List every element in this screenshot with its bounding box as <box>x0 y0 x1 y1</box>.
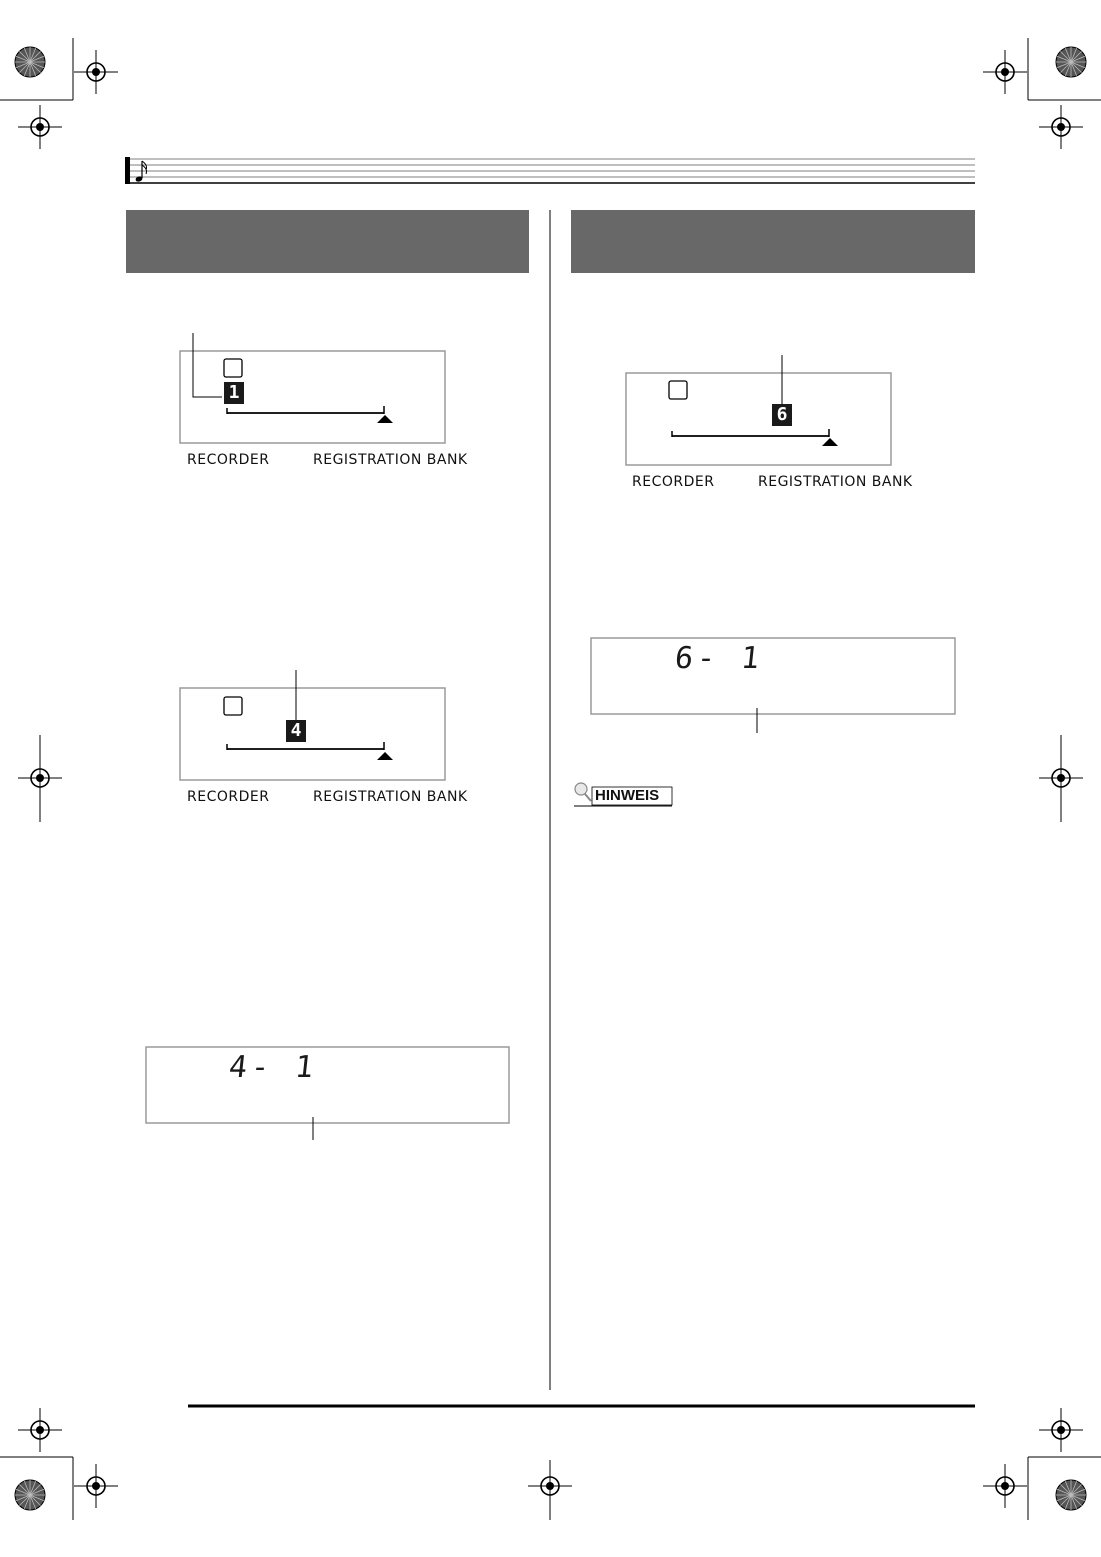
bank-number-indicator: 1 <box>224 382 244 404</box>
registration-bank-label: REGISTRATION BANK <box>313 789 468 805</box>
triangle-indicator-icon <box>377 415 393 423</box>
bank-number-indicator: 4 <box>286 720 306 742</box>
color-target-icon <box>1056 1480 1086 1510</box>
section-header-right <box>571 210 975 273</box>
section-header-left <box>126 210 529 273</box>
registration-mark-icon <box>18 1408 62 1452</box>
header-staff <box>125 157 975 184</box>
registration-mark-icon <box>18 105 62 149</box>
color-target-icon <box>1056 47 1086 77</box>
lcd-figure-left-1 <box>180 333 445 443</box>
registration-mark-icon <box>74 1464 118 1508</box>
registration-mark-icon <box>983 50 1027 94</box>
registration-mark-icon <box>983 1464 1027 1508</box>
lcd-figure-right-2 <box>591 638 955 733</box>
lcd-figure-left-2 <box>180 670 445 780</box>
color-target-icon <box>15 47 45 77</box>
segment-display-value: 6- 1 <box>673 641 766 676</box>
leader-line <box>193 333 222 397</box>
registration-bank-label: REGISTRATION BANK <box>313 452 468 468</box>
crop-marks-top-right <box>983 38 1101 149</box>
recorder-label: RECORDER <box>187 789 270 805</box>
color-target-icon <box>15 1480 45 1510</box>
lcd-figure-right-1 <box>626 355 891 465</box>
triangle-indicator-icon <box>377 752 393 760</box>
crop-marks-bottom-left <box>0 1408 118 1520</box>
recorder-label: RECORDER <box>187 452 270 468</box>
triangle-indicator-icon <box>822 438 838 446</box>
bank-number-indicator: 6 <box>772 404 792 426</box>
registration-mark-icon <box>1039 105 1083 149</box>
note-heading: HINWEIS <box>595 787 660 804</box>
segment-display-value: 4- 1 <box>227 1050 320 1085</box>
music-note-icon <box>135 161 147 183</box>
registration-mark-icon <box>1039 1408 1083 1452</box>
recorder-label: RECORDER <box>632 474 715 490</box>
registration-mark-icon <box>74 50 118 94</box>
registration-bank-label: REGISTRATION BANK <box>758 474 913 490</box>
lcd-figure-left-3 <box>146 1047 509 1140</box>
crop-marks-top-left <box>0 38 118 149</box>
crop-marks-bottom-right <box>983 1408 1101 1520</box>
